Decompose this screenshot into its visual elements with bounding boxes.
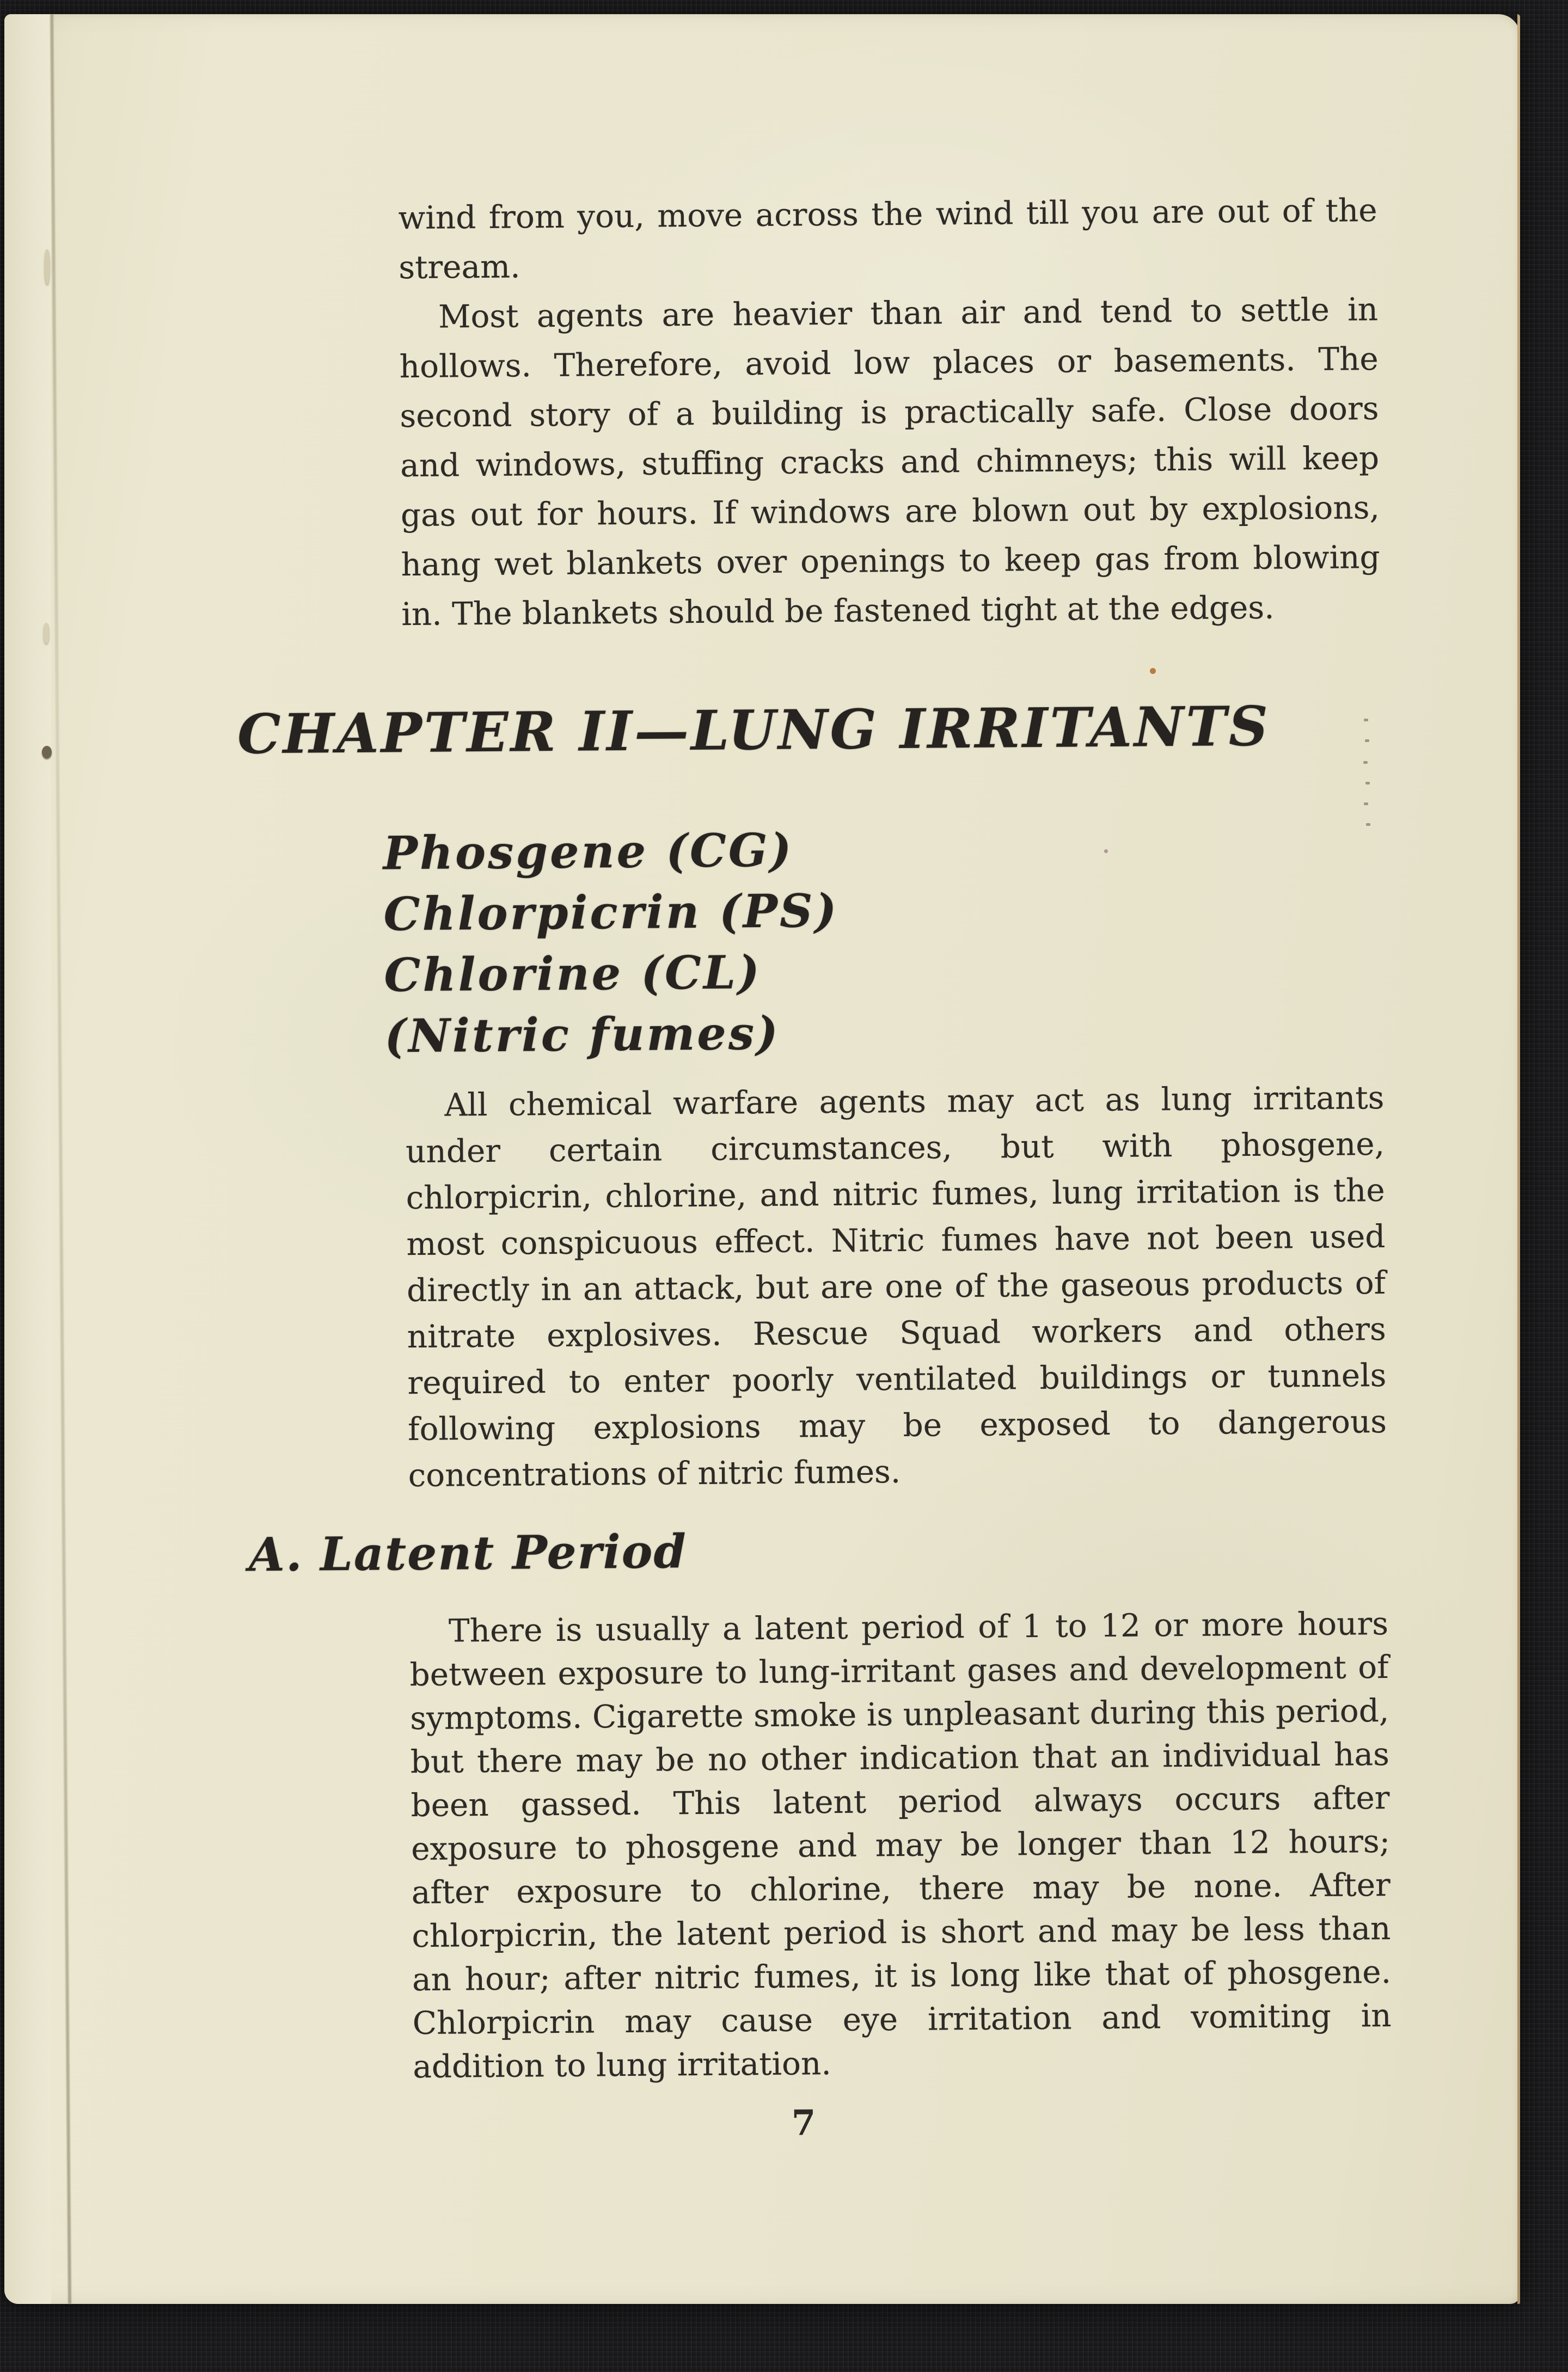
paragraph: Most agents are heavier than air and tend to settle in hollows. Therefore, avoid low places or basements. The second story of a building is practically safe. Close doors and windows, stuffing cracks and chimneys; this will keep gas out for hours. If windows are blown out by explosions, hang wet blankets over openings to keep gas from blowing in. The blankets should be fastened tight at the edges. [399,291,1380,633]
agent-item-chlorpicrin: Chlorpicrin (PS) [383,883,839,941]
ink-speck [1104,849,1108,853]
agent-item-phosgene: Phosgene (CG) [383,823,794,880]
chapter-heading: CHAPTER II—LUNG IRRITANTS [237,694,1271,767]
top-paragraph-block [398,186,1380,639]
scan-mark [1364,719,1368,721]
agent-item-chlorine: Chlorine (CL) [384,945,762,1002]
section-heading: A. Latent Period [248,1524,688,1583]
section-paragraph: There is usually a latent period of 1 to 12 or more hours between exposure to lung-irritant gases and development of symptoms. Cigarette smoke is unpleasant during this period, but there may be no other indication that an individual has been gassed. This latent period always occurs after exposure to phosgene and may be longer than 12 hours; after exposure to chlorine, there may be none. After chlorpicrin, the latent period is short and may be less than an hour; after nitric fumes, it is long like that of phosgene. Chlorpicrin may cause eye irritation and vomiting in addition to lung irritation. [409,1604,1392,2086]
agent-item-nitric-fumes: (Nitric fumes) [384,1006,781,1063]
chapter-intro-paragraph: All chemical warfare agents may act as lung irritants under certain circumstances, but with phosgene, chlorpicrin, chlorine, and nitric fumes, lung irritation is the most conspicuous effect. Nitric fumes have not been used directly in an attack, but are one of the gaseous products of nitrate explosives. Rescue Squad workers and others required to enter poorly ventilated buildings or tunnels following explosions may be exposed to dangerous concentrations of nitric fumes. [405,1079,1387,1494]
scan-mark [1364,802,1368,805]
scan-mark [1365,739,1369,742]
agent-list [383,819,840,1067]
scan-mark [1363,761,1368,764]
ink-speck [1150,668,1156,674]
page-number: 7 [791,2103,816,2144]
paragraph-continuation: wind from you, move across the wind till you are out of the stream. [398,192,1377,286]
page-content [0,8,1529,2310]
book-page [4,14,1520,2304]
scan-mark [1366,823,1370,826]
scan-mark [1365,782,1370,784]
